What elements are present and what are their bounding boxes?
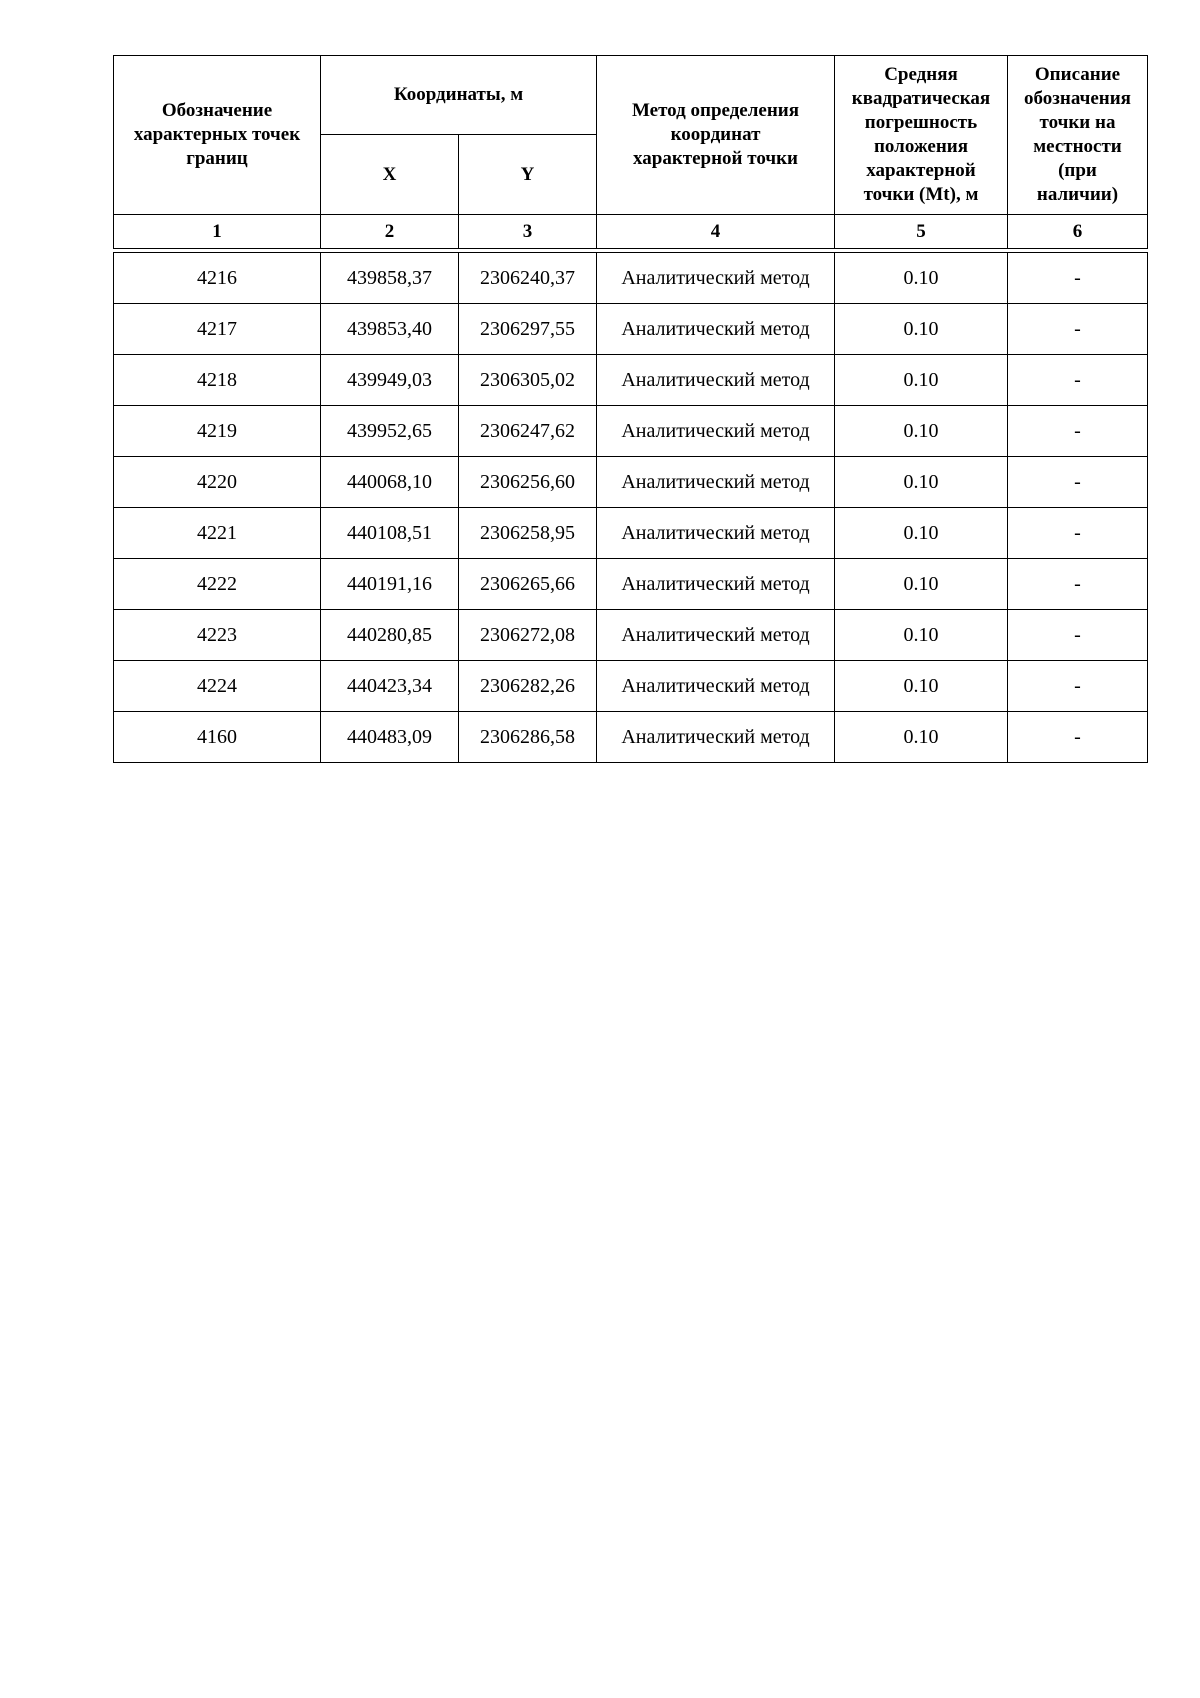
table-header (114, 56, 1148, 249)
column-number: 4 (597, 215, 835, 249)
header-line: точки (Mt), м (863, 184, 979, 205)
cell-point: 4221 (114, 508, 321, 559)
table-row (114, 304, 1148, 355)
cell-y: 2306247,62 (459, 406, 597, 457)
header-y: Y (459, 135, 597, 215)
column-number: 1 (114, 215, 321, 249)
table-row (114, 508, 1148, 559)
cell-x: 440191,16 (321, 559, 459, 610)
header-line: Средняя (884, 64, 958, 85)
header-x: X (321, 135, 459, 215)
header-line: погрешность (864, 112, 978, 133)
header-line: характерной (866, 160, 976, 181)
cell-point: 4218 (114, 355, 321, 406)
header-line: точки на (1039, 112, 1116, 133)
cell-description: - (1008, 559, 1148, 610)
table-body (114, 253, 1148, 763)
cell-description: - (1008, 508, 1148, 559)
cell-y: 2306272,08 (459, 610, 597, 661)
column-number: 5 (835, 215, 1008, 249)
cell-method: Аналитический метод (597, 457, 835, 508)
cell-method: Аналитический метод (597, 712, 835, 763)
header-line: Описание (1034, 64, 1121, 85)
cell-y: 2306305,02 (459, 355, 597, 406)
header-line: координат (670, 124, 761, 145)
cell-x: 440483,09 (321, 712, 459, 763)
cell-method: Аналитический метод (597, 559, 835, 610)
cell-point: 4224 (114, 661, 321, 712)
header-line: положения (873, 136, 969, 157)
column-number: 3 (459, 215, 597, 249)
cell-y: 2306258,95 (459, 508, 597, 559)
cell-x: 439952,65 (321, 406, 459, 457)
cell-method: Аналитический метод (597, 304, 835, 355)
cell-x: 440108,51 (321, 508, 459, 559)
header-line: квадратическая (851, 88, 991, 109)
cell-method: Аналитический метод (597, 508, 835, 559)
cell-error: 0.10 (835, 457, 1008, 508)
cell-point: 4217 (114, 304, 321, 355)
cell-error: 0.10 (835, 355, 1008, 406)
header-line: Метод определения (631, 100, 800, 121)
cell-description: - (1008, 304, 1148, 355)
cell-y: 2306286,58 (459, 712, 597, 763)
cell-y: 2306297,55 (459, 304, 597, 355)
header-line: местности (1033, 136, 1122, 157)
header-line: границ (186, 148, 248, 169)
cell-error: 0.10 (835, 508, 1008, 559)
cell-method: Аналитический метод (597, 355, 835, 406)
cell-description: - (1008, 457, 1148, 508)
header-line: обозначения (1024, 88, 1131, 109)
header-coordinates: Координаты, м (321, 56, 597, 135)
cell-y: 2306265,66 (459, 559, 597, 610)
table-row (114, 559, 1148, 610)
cell-error: 0.10 (835, 406, 1008, 457)
cell-y: 2306256,60 (459, 457, 597, 508)
table-row (114, 355, 1148, 406)
cell-error: 0.10 (835, 661, 1008, 712)
cell-description: - (1008, 712, 1148, 763)
cell-y: 2306240,37 (459, 253, 597, 304)
header-line: (при (1058, 160, 1097, 181)
cell-description: - (1008, 610, 1148, 661)
table-row (114, 610, 1148, 661)
cell-description: - (1008, 406, 1148, 457)
cell-description: - (1008, 355, 1148, 406)
header-line: характерных точек (133, 124, 301, 145)
cell-y: 2306282,26 (459, 661, 597, 712)
header-mean-error (835, 56, 1008, 215)
cell-point: 4222 (114, 559, 321, 610)
header-line: характерной точки (633, 148, 798, 169)
cell-error: 0.10 (835, 610, 1008, 661)
cell-error: 0.10 (835, 712, 1008, 763)
cell-error: 0.10 (835, 559, 1008, 610)
header-method (597, 56, 835, 215)
cell-x: 440068,10 (321, 457, 459, 508)
cell-description: - (1008, 253, 1148, 304)
cell-x: 440423,34 (321, 661, 459, 712)
cell-method: Аналитический метод (597, 406, 835, 457)
cell-point: 4223 (114, 610, 321, 661)
cell-point: 4216 (114, 253, 321, 304)
cell-method: Аналитический метод (597, 253, 835, 304)
column-number: 6 (1008, 215, 1148, 249)
cell-error: 0.10 (835, 304, 1008, 355)
cell-description: - (1008, 661, 1148, 712)
table-row (114, 712, 1148, 763)
cell-method: Аналитический метод (597, 661, 835, 712)
column-number: 2 (321, 215, 459, 249)
header-description (1008, 56, 1148, 215)
table-row (114, 661, 1148, 712)
table-row (114, 253, 1148, 304)
document-page (113, 55, 1147, 763)
cell-x: 439853,40 (321, 304, 459, 355)
boundary-points-table (113, 55, 1148, 763)
cell-method: Аналитический метод (597, 610, 835, 661)
header-point-designation (114, 56, 321, 215)
header-line: наличии) (1036, 184, 1119, 205)
table-row (114, 406, 1148, 457)
cell-point: 4160 (114, 712, 321, 763)
cell-x: 439858,37 (321, 253, 459, 304)
table-row (114, 457, 1148, 508)
cell-point: 4220 (114, 457, 321, 508)
cell-x: 439949,03 (321, 355, 459, 406)
cell-x: 440280,85 (321, 610, 459, 661)
header-line: Обозначение (161, 100, 273, 121)
cell-error: 0.10 (835, 253, 1008, 304)
cell-point: 4219 (114, 406, 321, 457)
